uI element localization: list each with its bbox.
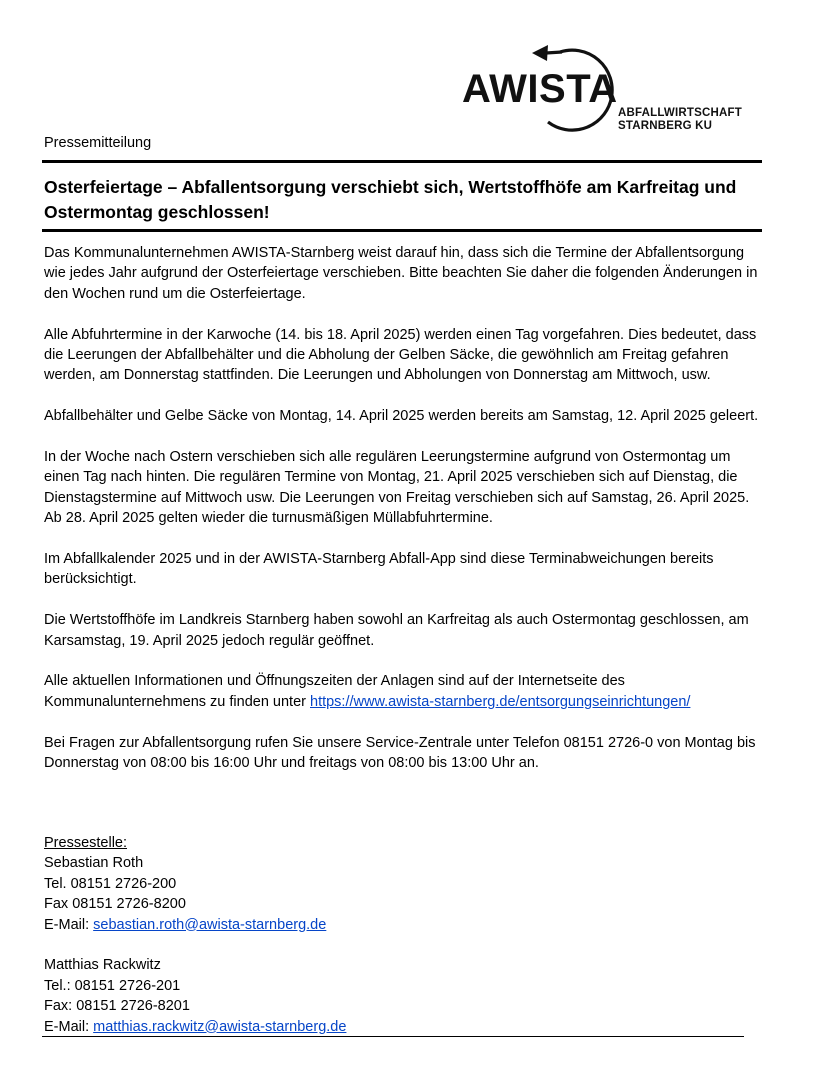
contact-2-email-line (44, 1017, 760, 1037)
press-release-body (44, 243, 760, 794)
paragraph-woche-nach-ostern: In der Woche nach Ostern verschieben sich alle regulären Leerungstermine aufgrund von Ostermontag um einen Tag nach hinten. Die regulären Termine von Montag, 21. April 2025 verschieben sich auf Dienstag, die Dienstagstermine auf Mittwoch usw. Die Leerungen von Freitag verschieben sich auf Samstag, 26. April 2025. Ab 28. April 2025 gelten wieder die turnusmäßigen Müllabfuhrtermine. (44, 449, 750, 527)
headline-top-rule (42, 160, 762, 163)
contact-1-email-line (44, 915, 760, 935)
contact-1-fax: Fax 08151 2726-8200 (44, 896, 186, 913)
contact-1-email-label: E-Mail: (44, 916, 94, 933)
contact-1-email-link[interactable]: sebastian.roth@awista-starnberg.de (93, 916, 327, 933)
paragraph-montag-termine: Abfallbehälter und Gelbe Säcke von Montag, 14. April 2025 werden bereits am Samstag, 12. April 2025 geleert. (44, 408, 759, 425)
paragraph-abfallkalender: Im Abfallkalender 2025 und in der AWISTA-Starnberg Abfall-App sind diese Terminabweichungen bereits berücksichtigt. (44, 551, 714, 588)
contact-spacer (44, 935, 760, 955)
contact-2-name: Matthias Rackwitz (44, 957, 161, 974)
contact-2-fax: Fax: 08151 2726-8201 (44, 998, 190, 1015)
paragraph-service: Bei Fragen zur Abfallentsorgung rufen Sie unsere Service-Zentrale unter Telefon 08151 2726-0 von Montag bis Donnerstag von 08:00 bis 16:00 Uhr und freitags von 08:00 bis 13:00 Uhr an. (44, 734, 756, 772)
logo-subline-1: ABFALLWIRTSCHAFT (618, 107, 742, 119)
contact-2-email-label: E-Mail: (44, 1018, 94, 1035)
contact-2-email-link[interactable]: matthias.rackwitz@awista-starnberg.de (93, 1018, 347, 1035)
paragraph-wertstoffhoefe: Die Wertstoffhöfe im Landkreis Starnberg haben sowohl an Karfreitag als auch Ostermontag geschlossen, am Karsamstag, 19. April 2025 jedoch regulär geöffnet. (44, 612, 749, 649)
logo-subline-2: STARNBERG KU (618, 120, 713, 132)
awista-logo (462, 44, 752, 136)
headline-bottom-rule (42, 229, 762, 232)
contact-1-name: Sebastian Roth (44, 855, 144, 872)
press-office-contacts (44, 833, 760, 1037)
paragraph-karwoche: Alle Abfuhrtermine in der Karwoche (14. bis 18. April 2025) werden einen Tag vorgefahren. Dies bedeutet, dass die Leerungen der Abfallbehälter und die Abholung der Gelben Säcke, die gewöhnlich am Freitag gefahren werden, am Donnerstag stattfinden. Die Leerungen und Abholungen von Donnerstag am Mittwoch, usw. (44, 326, 757, 384)
paragraph-info (44, 671, 760, 712)
info-text: Alle aktuellen Informationen und Öffnungszeiten der Anlagen sind auf der Internetseite des Kommunalunternehmens zu finden unter (44, 673, 625, 710)
contact-1-tel: Tel. 08151 2726-200 (44, 875, 177, 892)
footer-rule (42, 1036, 744, 1037)
logo-wordmark: AWISTA (462, 67, 618, 111)
page-title: Osterfeiertage – Abfallentsorgung verschiebt sich, Wertstoffhöfe am Karfreitag und Ostermontag geschlossen! (44, 177, 737, 222)
logo-subline (618, 107, 742, 133)
document-type-label: Pressemitteilung (44, 135, 152, 151)
website-link[interactable]: https://www.awista-starnberg.de/entsorgungseinrichtungen/ (310, 693, 691, 710)
press-office-heading: Pressestelle: (44, 835, 128, 851)
contact-2-tel: Tel.: 08151 2726-201 (44, 977, 181, 994)
paragraph-intro: Das Kommunalunternehmen AWISTA-Starnberg weist darauf hin, dass sich die Termine der Abfallentsorgung wie jedes Jahr aufgrund der Osterfeiertage verschieben. Bitte beachten Sie daher die folgenden Änderungen in den Wochen rund um die Osterfeiertage. (44, 245, 758, 302)
